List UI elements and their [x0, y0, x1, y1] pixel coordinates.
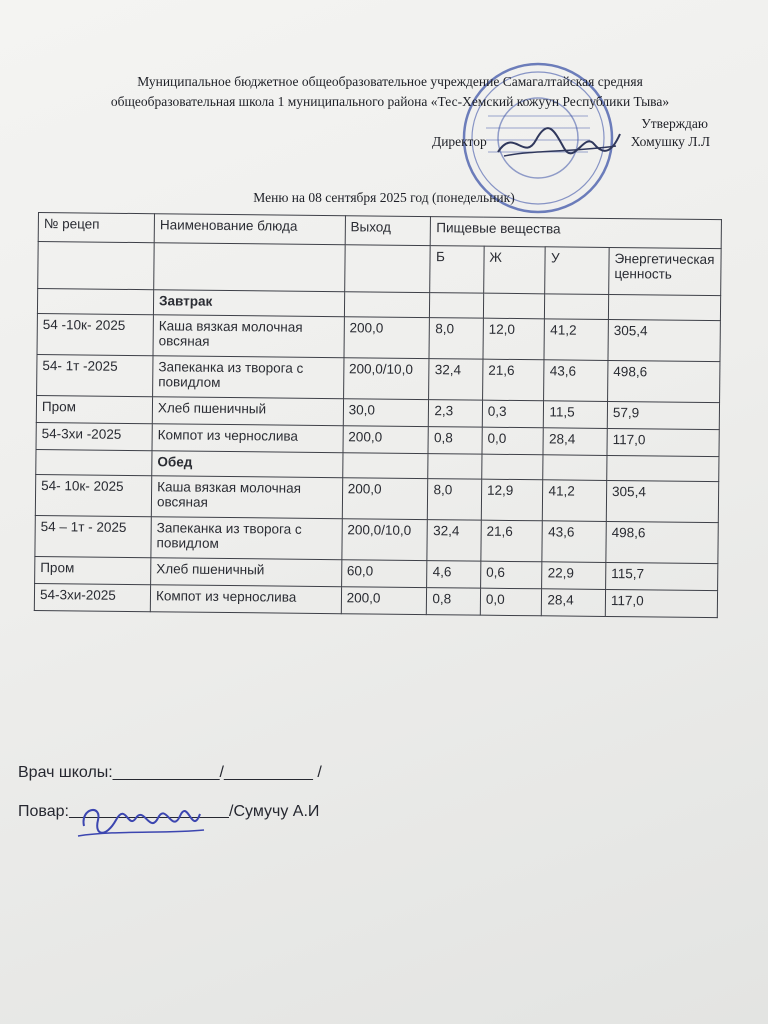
approve-label: Утверждаю — [641, 116, 708, 131]
doctor-signature-line: Врач школы:____________/__________ / — [18, 764, 322, 781]
cell-output: 60,0 — [341, 560, 427, 588]
menu-table — [34, 212, 722, 618]
cell-u: 28,4 — [542, 589, 606, 617]
cell-zh: 21,6 — [482, 359, 544, 401]
director-label: Директор — [432, 134, 487, 149]
cell-dish: Запеканка из творога с повидлом — [151, 517, 342, 560]
cell-energy: 57,9 — [607, 401, 719, 429]
col-nutrients: Пищевые вещества — [431, 217, 722, 249]
cell-u: 43,6 — [544, 360, 608, 402]
col-zh: Ж — [484, 246, 546, 294]
cell-b: 8,0 — [429, 318, 483, 360]
cell-dish: Хлеб пшеничный — [152, 397, 343, 426]
cell-zh: 12,0 — [483, 318, 545, 360]
cell-energy: 117,0 — [605, 589, 717, 617]
cell-output: 200,0/10,0 — [342, 519, 428, 561]
cell-output: 200,0 — [343, 426, 429, 454]
cell-u: 43,6 — [542, 521, 606, 563]
col-recipe: № рецеп — [38, 213, 154, 243]
cell-zh: 21,6 — [481, 520, 543, 562]
section-title: Завтрак — [153, 290, 344, 317]
menu-title: Меню на 08 сентября 2025 год (понедельник) — [253, 190, 515, 205]
table-subheader-row — [38, 242, 721, 296]
header-line-2: общеобразовательная школа 1 муниципального района «Тес-Хемский кожуун Республики Тыва» — [110, 94, 670, 109]
cell-recipe: 54 -10к- 2025 — [37, 313, 153, 355]
cell-zh: 0,0 — [482, 427, 544, 455]
cell-energy: 115,7 — [606, 562, 718, 590]
col-dish: Наименование блюда — [154, 214, 345, 245]
cook-name: /Сумучу А.И — [229, 803, 320, 820]
cell-output: 200,0 — [342, 478, 428, 520]
cell-output: 30,0 — [343, 399, 429, 427]
cell-b: 2,3 — [429, 400, 483, 428]
col-u: У — [545, 247, 609, 295]
cell-recipe: 54 – 1т - 2025 — [35, 515, 151, 557]
cell-recipe: 54- 1т -2025 — [37, 354, 153, 396]
cell-recipe: Пром — [35, 556, 151, 584]
cell-dish: Компот из чернослива — [150, 585, 341, 614]
cell-zh: 12,9 — [481, 479, 543, 521]
director-name: Хомушку Л.Л — [630, 134, 710, 149]
cell-b: 32,4 — [427, 520, 481, 562]
cell-dish: Компот из чернослива — [152, 424, 343, 453]
table-row — [35, 474, 718, 522]
cell-recipe: Пром — [36, 395, 152, 423]
cell-dish: Каша вязкая молочная овсяная — [151, 476, 342, 519]
col-b: Б — [430, 246, 484, 294]
cell-dish: Хлеб пшеничный — [151, 558, 342, 587]
table-row — [35, 515, 718, 563]
cell-b: 32,4 — [429, 359, 483, 401]
cell-energy: 305,4 — [608, 319, 720, 361]
header-line-1: Муниципальное бюджетное общеобразовательное учреждение Самагалтайская средняя — [137, 74, 643, 89]
cell-energy: 305,4 — [606, 480, 718, 522]
cell-b: 0,8 — [427, 588, 481, 616]
cell-b: 8,0 — [428, 479, 482, 521]
table-row — [37, 313, 720, 361]
cell-dish: Запеканка из творога с повидлом — [153, 356, 344, 399]
document-header — [40, 72, 740, 112]
col-energy: Энергетическая ценность — [609, 247, 722, 295]
cell-zh: 0,3 — [482, 400, 544, 428]
table-row — [37, 354, 720, 402]
col-output: Выход — [345, 216, 431, 246]
director-signature — [494, 122, 624, 164]
cook-label: Повар: — [18, 803, 69, 820]
cell-recipe: 54-3хи -2025 — [36, 422, 152, 450]
cell-b: 4,6 — [427, 561, 481, 589]
cell-b: 0,8 — [428, 427, 482, 455]
cell-recipe: 54- 10к- 2025 — [35, 474, 151, 516]
cell-u: 22,9 — [542, 562, 606, 590]
cell-u: 41,2 — [544, 319, 608, 361]
cell-energy: 498,6 — [606, 521, 718, 563]
cell-energy: 117,0 — [607, 428, 719, 456]
cell-output: 200,0 — [344, 317, 430, 359]
section-title: Обед — [152, 451, 343, 478]
cell-energy: 498,6 — [608, 360, 720, 402]
cell-recipe: 54-3хи-2025 — [34, 583, 150, 611]
cell-output: 200,0 — [341, 587, 427, 615]
cell-u: 11,5 — [544, 401, 608, 429]
cell-output: 200,0/10,0 — [343, 358, 429, 400]
cell-dish: Каша вязкая молочная овсяная — [153, 315, 344, 358]
cook-signature — [76, 800, 206, 844]
cell-zh: 0,6 — [480, 561, 542, 589]
cell-zh: 0,0 — [480, 588, 542, 616]
cell-u: 41,2 — [543, 480, 607, 522]
cell-u: 28,4 — [543, 428, 607, 456]
